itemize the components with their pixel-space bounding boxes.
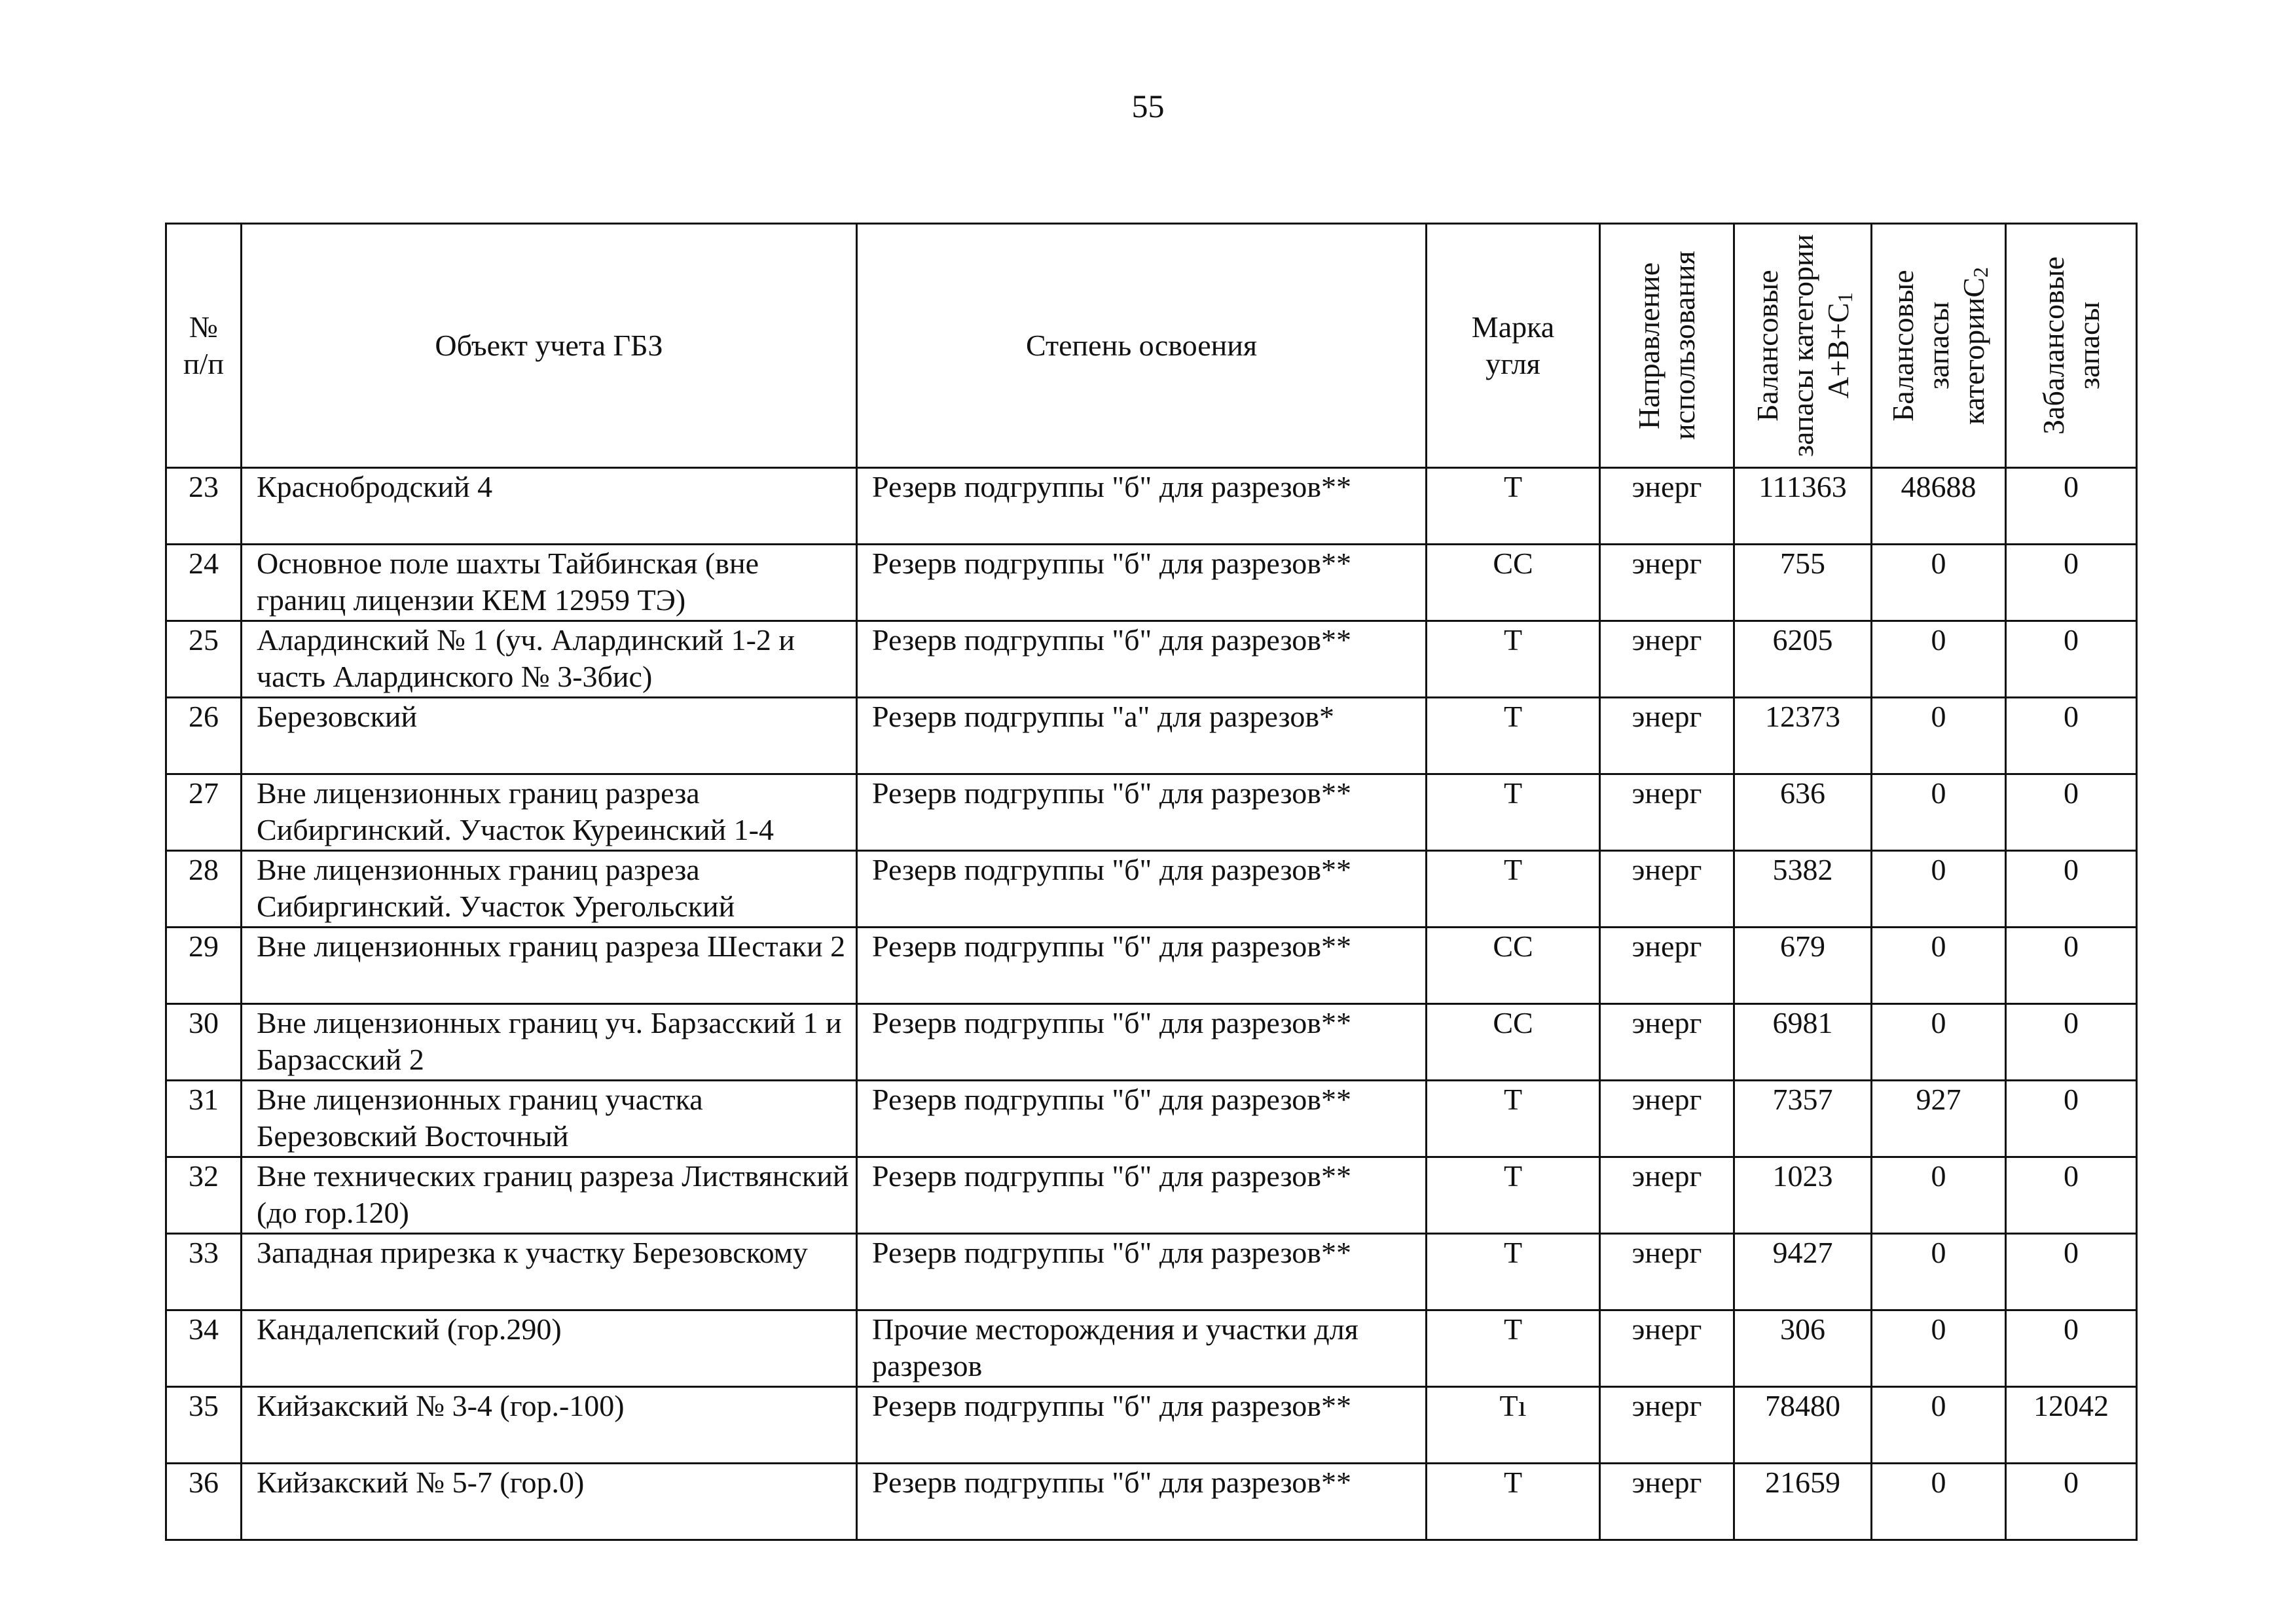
row-num: 29 (166, 928, 242, 1004)
row-direction: энерг (1600, 1157, 1734, 1234)
row-balance-abc: 9427 (1734, 1234, 1872, 1310)
row-object: Кийзакский № 3-4 (гор.-100) (242, 1387, 857, 1464)
row-balance-abc: 306 (1734, 1310, 1872, 1387)
table-row (166, 621, 2137, 698)
header-num-line1: № (189, 310, 218, 344)
row-num: 23 (166, 468, 242, 545)
row-balance-abc: 21659 (1734, 1464, 1872, 1540)
row-balance-c2: 48688 (1872, 468, 2006, 545)
row-object: Кандалепский (гор.290) (242, 1310, 857, 1387)
row-num: 35 (166, 1387, 242, 1464)
row-object: Западная прирезка к участку Березовскому (242, 1234, 857, 1310)
row-object: Вне лицензионных границ уч. Барзасский 1 и Барзасский 2 (242, 1004, 857, 1081)
row-development: Резерв подгруппы "б" для разрезов** (857, 468, 1427, 545)
row-development: Прочие месторождения и участки для разрезов (857, 1310, 1427, 1387)
row-num: 36 (166, 1464, 242, 1540)
row-balance-abc: 6981 (1734, 1004, 1872, 1081)
table-row (166, 1081, 2137, 1157)
row-object: Вне лицензионных границ разреза Сибиргинский. Участок Урегольский (242, 851, 857, 928)
header-off-balance-text: Забалансовые запасы (2036, 256, 2105, 435)
row-development: Резерв подгруппы "б" для разрезов** (857, 1464, 1427, 1540)
row-grade: Т (1427, 698, 1600, 774)
row-num: 32 (166, 1157, 242, 1234)
row-direction: энерг (1600, 698, 1734, 774)
row-object: Алардинский № 1 (уч. Алардинский 1-2 и часть Алардинского № 3-3бис) (242, 621, 857, 698)
row-grade: СС (1427, 928, 1600, 1004)
header-direction (1600, 224, 1734, 468)
row-direction: энерг (1600, 1004, 1734, 1081)
row-off-balance: 0 (2006, 928, 2137, 1004)
row-direction: энерг (1600, 468, 1734, 545)
row-balance-abc: 755 (1734, 545, 1872, 621)
row-off-balance: 12042 (2006, 1387, 2137, 1464)
row-object: Краснобродский 4 (242, 468, 857, 545)
header-grade-line1: Марка (1471, 310, 1555, 344)
row-balance-abc: 1023 (1734, 1157, 1872, 1234)
header-balance-abc-label: Балансовые запасы категории А+В+С (1750, 234, 1855, 458)
header-num (166, 224, 242, 468)
table-row (166, 1464, 2137, 1540)
row-num: 30 (166, 1004, 242, 1081)
row-off-balance: 0 (2006, 1310, 2137, 1387)
row-direction: энерг (1600, 851, 1734, 928)
table-row (166, 1387, 2137, 1464)
row-direction: энерг (1600, 545, 1734, 621)
row-development: Резерв подгруппы "б" для разрезов** (857, 621, 1427, 698)
row-object: Вне лицензионных границ разреза Сибиргинский. Участок Куреинский 1-4 (242, 774, 857, 851)
row-development: Резерв подгруппы "б" для разрезов** (857, 1081, 1427, 1157)
header-balance-abc (1734, 224, 1872, 468)
row-balance-abc: 7357 (1734, 1081, 1872, 1157)
page-number: 55 (1131, 88, 1165, 124)
row-grade: Т (1427, 1464, 1600, 1540)
header-off-balance (2006, 224, 2137, 468)
row-balance-c2: 0 (1872, 1310, 2006, 1387)
row-balance-abc: 111363 (1734, 468, 1872, 545)
row-balance-abc: 5382 (1734, 851, 1872, 928)
row-balance-c2: 0 (1872, 1234, 2006, 1310)
row-balance-c2: 0 (1872, 698, 2006, 774)
header-balance-abc-subscript: 1 (1832, 292, 1857, 303)
row-development: Резерв подгруппы "б" для разрезов** (857, 928, 1427, 1004)
row-num: 26 (166, 698, 242, 774)
row-balance-c2: 0 (1872, 851, 2006, 928)
row-grade: Т (1427, 851, 1600, 928)
row-development: Резерв подгруппы "б" для разрезов** (857, 851, 1427, 928)
table-row (166, 851, 2137, 928)
row-off-balance: 0 (2006, 545, 2137, 621)
table-row (166, 774, 2137, 851)
row-direction: энерг (1600, 1234, 1734, 1310)
row-balance-c2: 0 (1872, 1464, 2006, 1540)
row-balance-abc: 78480 (1734, 1387, 1872, 1464)
header-balance-c2-text (1886, 228, 1992, 463)
row-num: 24 (166, 545, 242, 621)
row-object: Вне лицензионных границ участка Березовский Восточный (242, 1081, 857, 1157)
row-num: 28 (166, 851, 242, 928)
row-balance-c2: 0 (1872, 1157, 2006, 1234)
row-balance-abc: 636 (1734, 774, 1872, 851)
row-num: 27 (166, 774, 242, 851)
row-grade: СС (1427, 545, 1600, 621)
row-development: Резерв подгруппы "б" для разрезов** (857, 1004, 1427, 1081)
table-row (166, 1157, 2137, 1234)
row-development: Резерв подгруппы "б" для разрезов** (857, 1387, 1427, 1464)
row-direction: энерг (1600, 1387, 1734, 1464)
row-development: Резерв подгруппы "б" для разрезов** (857, 774, 1427, 851)
row-grade: Т (1427, 621, 1600, 698)
table-row (166, 1234, 2137, 1310)
row-num: 33 (166, 1234, 242, 1310)
row-off-balance: 0 (2006, 621, 2137, 698)
row-object: Вне лицензионных границ разреза Шестаки 2 (242, 928, 857, 1004)
row-num: 25 (166, 621, 242, 698)
row-off-balance: 0 (2006, 1157, 2137, 1234)
table-row (166, 468, 2137, 545)
header-grade (1427, 224, 1600, 468)
table-row (166, 928, 2137, 1004)
row-off-balance: 0 (2006, 774, 2137, 851)
row-grade: Т (1427, 1234, 1600, 1310)
row-direction: энерг (1600, 774, 1734, 851)
row-off-balance: 0 (2006, 698, 2137, 774)
row-development: Резерв подгруппы "б" для разрезов** (857, 1157, 1427, 1234)
coal-reserves-table (165, 223, 2138, 1541)
header-object: Объект учета ГБЗ (242, 224, 857, 468)
row-grade: СС (1427, 1004, 1600, 1081)
row-balance-c2: 0 (1872, 1387, 2006, 1464)
row-off-balance: 0 (2006, 851, 2137, 928)
row-object: Березовский (242, 698, 857, 774)
row-balance-c2: 927 (1872, 1081, 2006, 1157)
row-off-balance: 0 (2006, 1464, 2137, 1540)
row-num: 34 (166, 1310, 242, 1387)
row-off-balance: 0 (2006, 1004, 2137, 1081)
header-balance-c2-subscript: 2 (1969, 266, 1993, 278)
header-direction-text: Направление использования (1632, 251, 1701, 441)
row-balance-abc: 12373 (1734, 698, 1872, 774)
row-object: Основное поле шахты Тайбинская (вне границ лицензии КЕМ 12959 ТЭ) (242, 545, 857, 621)
row-off-balance: 0 (2006, 468, 2137, 545)
table-row (166, 545, 2137, 621)
row-object: Вне технических границ разреза Листвянский (до гор.120) (242, 1157, 857, 1234)
table-row (166, 698, 2137, 774)
row-direction: энерг (1600, 1464, 1734, 1540)
table-row (166, 1310, 2137, 1387)
row-balance-c2: 0 (1872, 545, 2006, 621)
row-development: Резерв подгруппы "б" для разрезов** (857, 545, 1427, 621)
row-balance-c2: 0 (1872, 774, 2006, 851)
table-row (166, 1004, 2137, 1081)
row-direction: энерг (1600, 1310, 1734, 1387)
row-balance-abc: 6205 (1734, 621, 1872, 698)
header-balance-c2-label: Балансовые запасы категорииС (1886, 270, 1990, 425)
row-balance-abc: 679 (1734, 928, 1872, 1004)
header-row (166, 224, 2137, 468)
row-development: Резерв подгруппы "б" для разрезов** (857, 1234, 1427, 1310)
header-num-line2: п/п (183, 347, 224, 380)
row-grade: Т (1427, 774, 1600, 851)
row-balance-c2: 0 (1872, 621, 2006, 698)
row-direction: энерг (1600, 621, 1734, 698)
row-development: Резерв подгруппы "а" для разрезов* (857, 698, 1427, 774)
row-balance-c2: 0 (1872, 1004, 2006, 1081)
row-balance-c2: 0 (1872, 928, 2006, 1004)
row-object: Кийзакский № 5-7 (гор.0) (242, 1464, 857, 1540)
row-grade: Т (1427, 1157, 1600, 1234)
row-direction: энерг (1600, 1081, 1734, 1157)
header-grade-line2: угля (1485, 347, 1540, 380)
row-grade: Тı (1427, 1387, 1600, 1464)
row-off-balance: 0 (2006, 1081, 2137, 1157)
row-grade: Т (1427, 1310, 1600, 1387)
row-off-balance: 0 (2006, 1234, 2137, 1310)
row-grade: Т (1427, 1081, 1600, 1157)
row-direction: энерг (1600, 928, 1734, 1004)
row-grade: Т (1427, 468, 1600, 545)
header-balance-abc-text (1750, 228, 1856, 463)
header-development: Степень освоения (857, 224, 1427, 468)
header-balance-c2 (1872, 224, 2006, 468)
row-num: 31 (166, 1081, 242, 1157)
